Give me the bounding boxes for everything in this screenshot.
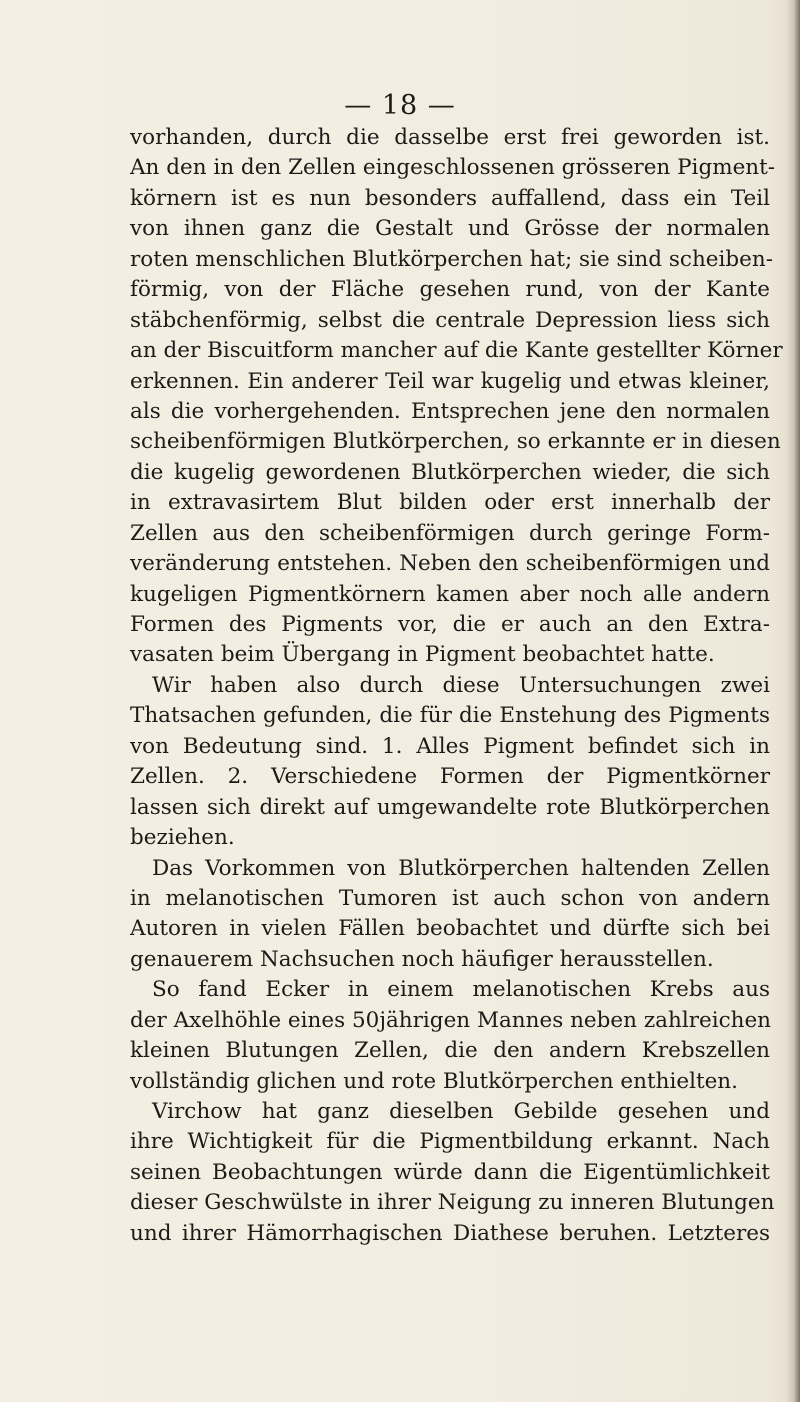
text-line: erkennen. Ein anderer Teil war kugelig und etwas kleiner, <box>130 368 770 394</box>
text-line: kugeligen Pigmentkörnern kamen aber noch alle andern <box>130 581 770 607</box>
text-line: Wir haben also durch diese Untersuchungen zwei <box>152 672 770 698</box>
text-line: Thatsachen gefunden, die für die Enstehung des Pigments <box>130 703 770 729</box>
page-edge-shadow <box>786 0 800 1402</box>
text-line: in melanotischen Tumoren ist auch schon von andern <box>130 885 770 911</box>
text-line: So fand Ecker in einem melanotischen Krebs aus <box>152 977 770 1003</box>
text-line: lassen sich direkt auf umgewandelte rote Blutkörperchen <box>130 794 770 820</box>
page-number: — 18 — <box>344 90 456 121</box>
text-line: körnern ist es nun besonders auffallend, dass ein Teil <box>130 185 770 211</box>
text-line: vasaten beim Übergang in Pigment beobachtet hatte. <box>130 642 715 668</box>
text-line: Das Vorkommen von Blutkörperchen haltenden Zellen <box>152 855 770 881</box>
text-line: dieser Geschwülste in ihrer Neigung zu inneren Blutungen <box>130 1190 775 1216</box>
text-line: in extravasirtem Blut bilden oder erst innerhalb der <box>130 490 770 516</box>
text-line: vollständig glichen und rote Blutkörperchen enthielten. <box>130 1068 738 1094</box>
text-line: seinen Beobachtungen würde dann die Eigentümlichkeit <box>130 1159 770 1185</box>
text-line: ihre Wichtigkeit für die Pigmentbildung erkannt. Nach <box>130 1129 770 1155</box>
text-line: vorhanden, durch die dasselbe erst frei geworden ist. <box>130 125 770 150</box>
text-line: scheibenförmigen Blutkörperchen, so erkannte er in diesen <box>130 429 781 455</box>
text-line: An den in den Zellen eingeschlossenen grösseren Pigment- <box>130 155 776 181</box>
text-line: veränderung entstehen. Neben den scheibenförmigen und <box>130 551 770 577</box>
text-line: und ihrer Hämorrhagischen Diathese beruhen. Letzteres <box>130 1220 770 1246</box>
text-line: roten menschlichen Blutkörperchen hat; sie sind scheiben- <box>130 246 773 272</box>
text-line: beziehen. <box>130 825 235 851</box>
text-line: Formen des Pigments vor, die er auch an den Extra- <box>130 612 770 637</box>
text-line: von Bedeutung sind. 1. Alles Pigment befindet sich in <box>130 733 770 759</box>
text-line: von ihnen ganz die Gestalt und Grösse der normalen <box>130 216 770 242</box>
text-line: genauerem Nachsuchen noch häufiger herausstellen. <box>130 946 714 972</box>
text-line: Zellen aus den scheibenförmigen durch geringe Form- <box>130 520 770 546</box>
text-line: förmig, von der Fläche gesehen rund, von der Kante <box>130 277 770 303</box>
text-line: stäbchenförmig, selbst die centrale Depression liess sich <box>130 307 770 333</box>
text-line: die kugelig gewordenen Blutkörperchen wieder, die sich <box>130 459 770 485</box>
text-line: Autoren in vielen Fällen beobachtet und dürfte sich bei <box>130 916 770 942</box>
text-line: kleinen Blutungen Zellen, die den andern Krebszellen <box>130 1038 770 1064</box>
text-line: an der Biscuitform mancher auf die Kante gestellter Körner <box>130 338 783 364</box>
text-line: Virchow hat ganz dieselben Gebilde gesehen und <box>152 1099 770 1124</box>
text-line: als die vorhergehenden. Entsprechen jene den normalen <box>130 398 770 424</box>
text-line: der Axelhöhle eines 50jährigen Mannes neben zahlreichen <box>130 1007 772 1033</box>
text-line: Zellen. 2. Verschiedene Formen der Pigmentkörner <box>130 764 770 790</box>
body-text <box>130 123 783 1249</box>
